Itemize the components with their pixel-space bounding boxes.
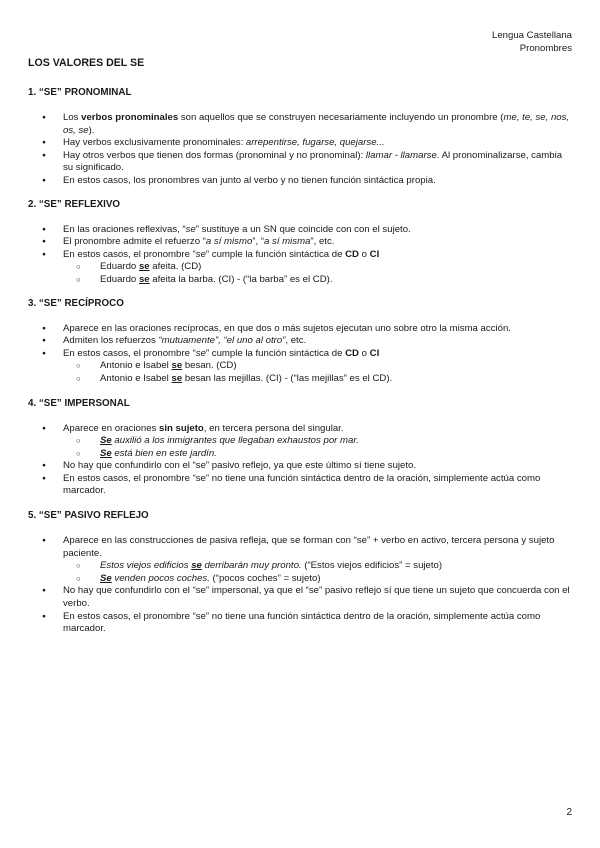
list-item: ● Admiten los refuerzos “mutuamente”, “el uno al otro”, etc. xyxy=(28,335,573,348)
example-item: ○ Antonio e Isabel se besan. (CD) xyxy=(28,360,573,373)
list-item: ● En estos casos, el pronombre “se” cumple la función sintáctica de CD o CI ○ Eduardo se afeita. (CD) ○ Eduardo se afeita la barba. (CI) - (“la barba” es el CD). xyxy=(28,249,573,287)
section-list-pronominal xyxy=(28,112,573,188)
list-item: ● No hay que confundirlo con el “se” impersonal, ya que el “se” pasivo reflejo sí que tiene un sujeto que concuerda con el verbo. xyxy=(28,585,573,610)
example-item: ○ Se está bien en este jardín. xyxy=(28,448,573,461)
page-header xyxy=(492,30,572,55)
list-item: ● No hay que confundirlo con el “se” pasivo reflejo, ya que este último sí tiene sujeto. xyxy=(28,460,573,473)
page-number: 2 xyxy=(566,807,572,818)
example-list xyxy=(63,560,573,585)
header-subject: Lengua Castellana xyxy=(491,30,572,41)
list-item: ● En estos casos, los pronombres van junto al verbo y no tienen función sintáctica propia. xyxy=(28,175,573,188)
list-item: ● Los verbos pronominales son aquellos que se construyen necesariamente incluyendo un pronombre (me, te, se, nos, os, se). xyxy=(28,112,573,137)
list-item: ● Hay otros verbos que tienen dos formas (pronominal y no pronominal): llamar - llamarse. Al pronominalizarse, cambia su significado. xyxy=(28,150,573,175)
example-list xyxy=(63,435,573,460)
example-list xyxy=(63,261,573,286)
section-list-reciproco xyxy=(28,323,573,386)
list-item: ● En las oraciones reflexivas, “se” sustituye a un SN que coincide con con el sujeto. xyxy=(28,224,573,237)
section-heading-reflexivo: 2. “SE” REFLEXIVO xyxy=(28,198,121,210)
list-item: ● Aparece en oraciones sin sujeto, en tercera persona del singular. ○ Se auxilió a los inmigrantes que llegaban exhaustos por mar. ○ Se está bien en este jardín. xyxy=(28,423,573,461)
example-item: ○ Eduardo se afeita. (CD) xyxy=(28,261,573,274)
section-list-impersonal xyxy=(28,423,573,499)
section-list-reflexivo xyxy=(28,224,573,287)
list-item: ● Aparece en las oraciones recíprocas, en que dos o más sujetos ejecutan uno sobre otro la misma acción. xyxy=(28,323,573,336)
list-item: ● En estos casos, el pronombre “se” no tiene una función sintáctica dentro de la oración, simplemente actúa como marcador. xyxy=(28,473,573,498)
section-heading-pasivo-reflejo: 5. “SE” PASIVO REFLEJO xyxy=(28,510,149,522)
list-item: ● El pronombre admite el refuerzo “a sí mismo”, “a sí misma”, etc. xyxy=(28,236,573,249)
example-item: ○ Eduardo se afeita la barba. (CI) - (“la barba” es el CD). xyxy=(28,274,573,287)
example-item: ○ Se auxilió a los inmigrantes que llegaban exhaustos por mar. xyxy=(28,435,573,448)
document-title: LOS VALORES DEL SE xyxy=(28,57,145,69)
section-heading-impersonal: 4. “SE” IMPERSONAL xyxy=(28,397,130,409)
section-list-pasivo-reflejo xyxy=(28,535,573,636)
header-topic: Pronombres xyxy=(519,42,572,54)
list-item: ● Aparece en las construcciones de pasiva refleja, que se forman con “se” + verbo en activo, tercera persona y sujeto paciente. ○ Estos viejos edificios se derribarán muy pronto. (“Estos viejos edificios” = sujeto) ○ Se venden pocos coches. (“pocos coches” = sujeto) xyxy=(28,535,573,585)
section-heading-pronominal: 1. “SE” PRONOMINAL xyxy=(28,87,132,98)
example-item: ○ Estos viejos edificios se derribarán muy pronto. (“Estos viejos edificios” = sujeto) xyxy=(28,560,573,573)
example-list xyxy=(63,360,573,385)
list-item: ● Hay verbos exclusivamente pronominales: arrepentirse, fugarse, quejarse... xyxy=(28,137,573,150)
section-heading-reciproco: 3. “SE” RECÍPROCO xyxy=(28,297,124,309)
document-body xyxy=(28,56,573,636)
list-item: ● En estos casos, el pronombre “se” no tiene una función sintáctica dentro de la oración, simplemente actúa como marcador. xyxy=(28,611,573,636)
example-item: ○ Antonio e Isabel se besan las mejillas. (CI) - (“las mejillas” es el CD). xyxy=(28,373,573,386)
list-item: ● En estos casos, el pronombre “se” cumple la función sintáctica de CD o CI ○ Antonio e Isabel se besan. (CD) ○ Antonio e Isabel se besan las mejillas. (CI) - (“las mejillas” es el CD). xyxy=(28,348,573,386)
example-item: ○ Se venden pocos coches. (“pocos coches” = sujeto) xyxy=(28,573,573,586)
